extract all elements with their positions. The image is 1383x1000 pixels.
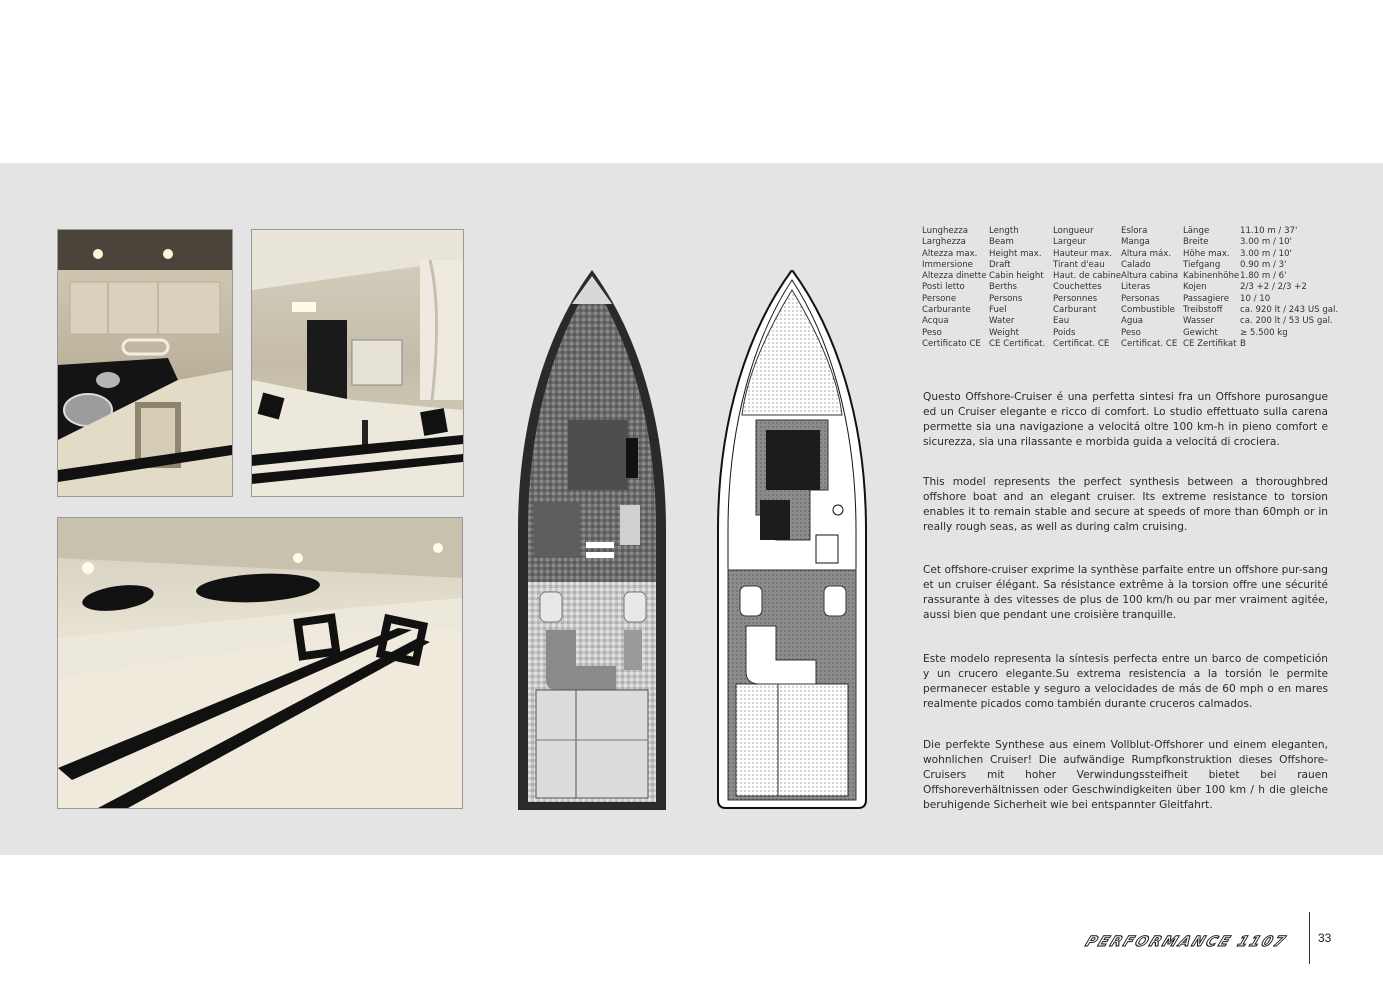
svg-text:PERFORMANCE 1107: PERFORMANCE 1107 xyxy=(1082,933,1285,950)
performance-1107-logo xyxy=(1082,930,1295,952)
spec-label: Eslora xyxy=(1121,226,1148,236)
spec-column-fr xyxy=(1053,226,1121,350)
spec-value: 3.00 m / 10' xyxy=(1240,237,1292,248)
spec-label: Eau xyxy=(1053,316,1070,327)
spec-label: Höhe max. xyxy=(1183,248,1230,259)
saloon-photo xyxy=(251,229,464,497)
spec-value: 0.90 m / 3' xyxy=(1240,259,1287,270)
spec-label: Cabin height xyxy=(989,271,1044,282)
page-number: 33 xyxy=(1318,931,1332,945)
spec-column-en xyxy=(989,226,1045,350)
spec-label: Tirant d'eau xyxy=(1053,259,1105,270)
spec-label: Immersione xyxy=(922,259,973,270)
spec-value: 2/3 +2 / 2/3 +2 xyxy=(1240,282,1307,293)
spec-label: Water xyxy=(989,316,1015,327)
spec-label: Peso xyxy=(922,327,942,338)
spec-label: Couchettes xyxy=(1053,282,1102,293)
spec-label: Poids xyxy=(1053,327,1076,338)
footer-divider xyxy=(1309,912,1310,964)
spec-label: Acqua xyxy=(922,316,949,327)
description-german: Die perfekte Synthese aus einem Vollblut-Offshorer und einem eleganten, wohnlichen Cruiser! Die aufwändige Rumpfkonstruktion dieses Offshore-Cruisers mit hoher Verwindungssteifheit bietet bei rauen Offshoreverhältnissen oder Geschwindigkeiten über 100 km / h die gleiche beruhigende Sicherheit wie bei entspannter Gleitfahrt. xyxy=(923,739,1328,811)
spec-label: Height max. xyxy=(989,248,1042,259)
spec-label: Carburant xyxy=(1053,305,1097,316)
spec-label: Certificat. CE xyxy=(1053,338,1110,349)
spec-value: 3.00 m / 10' xyxy=(1240,248,1292,259)
spec-label: Haut. de cabine xyxy=(1053,271,1122,282)
spec-label: Persone xyxy=(922,293,957,304)
galley-photo xyxy=(57,229,233,497)
spec-label: Altezza dinette xyxy=(922,271,987,282)
spec-value: ca. 920 lt / 243 US gal. xyxy=(1240,305,1339,316)
spec-label: Posti letto xyxy=(922,282,965,293)
spec-column-de xyxy=(1183,226,1239,350)
spec-label: Kabinenhöhe xyxy=(1183,271,1240,282)
deck-plan-line-drawing xyxy=(716,270,868,810)
spec-column-es xyxy=(1121,226,1178,350)
spec-label: Treibstoff xyxy=(1183,305,1223,316)
spec-label: Breite xyxy=(1183,237,1209,248)
spec-label: Weight xyxy=(989,327,1019,338)
spec-value: ≥ 5.500 kg xyxy=(1240,327,1288,338)
spec-label: Altura cabina xyxy=(1121,271,1179,282)
spec-label: Kojen xyxy=(1183,282,1207,293)
spec-label: Literas xyxy=(1121,282,1151,293)
deck-plan-shaded xyxy=(516,270,668,810)
spec-label: Larghezza xyxy=(922,237,966,248)
spec-label: Calado xyxy=(1121,259,1151,270)
forward-cabin-photo xyxy=(57,517,463,809)
spec-column-values xyxy=(1240,226,1338,350)
spec-label: Persons xyxy=(989,293,1023,304)
description-italian: Questo Offshore-Cruiser é una perfetta sintesi fra un Offshore purosangue ed un Cruiser elegante e ricco di comfort. Lo studio effettuato sulla carena permette sia una navigazione a velocitá oltre 100 km-h in pieno comfort e sicurezza, sia una rilassante e morbida guida a velocitá di crociera. xyxy=(923,391,1328,448)
spec-label: Altura máx. xyxy=(1121,248,1172,259)
spec-label: Combustible xyxy=(1121,305,1175,316)
spec-label: Personas xyxy=(1121,293,1160,304)
spec-label: Gewicht xyxy=(1183,327,1218,338)
spec-label: Berths xyxy=(989,282,1018,293)
spec-label: Hauteur max. xyxy=(1053,248,1112,259)
spec-label: Carburante xyxy=(922,305,971,316)
spec-value: ca. 200 lt / 53 US gal. xyxy=(1240,316,1333,327)
spec-label: Agua xyxy=(1121,316,1144,327)
spec-label: Longueur xyxy=(1053,226,1094,236)
spec-label: Certificato CE xyxy=(922,338,981,349)
spec-label: Certificat. CE xyxy=(1121,338,1178,349)
spec-label: Personnes xyxy=(1053,293,1098,304)
spec-label: Wasser xyxy=(1183,316,1214,327)
description-french: Cet offshore-cruiser exprime la synthèse parfaite entre un offshore pur-sang et un cruiser élégant. Sa résistance extrême à la torsion offre une sécurité rassurante à des vitesses de plus de 100 km/h ou par mer vraiment agitée, aussi bien que pendant une croisière tranquille. xyxy=(923,564,1328,621)
spec-value: B xyxy=(1240,338,1246,349)
spec-label: Beam xyxy=(989,237,1014,248)
spec-label: CE Zertifikat xyxy=(1183,338,1237,349)
spec-value: 11.10 m / 37' xyxy=(1240,226,1298,236)
spec-label: Manga xyxy=(1121,237,1150,248)
spec-label: Length xyxy=(989,226,1019,236)
spec-value: 1.80 m / 6' xyxy=(1240,271,1287,282)
spec-label: CE Certificat. xyxy=(989,338,1046,349)
spec-label: Altezza max. xyxy=(922,248,978,259)
spec-label: Draft xyxy=(989,259,1011,270)
spec-label: Fuel xyxy=(989,305,1007,316)
spec-value: 10 / 10 xyxy=(1240,293,1271,304)
spec-column-it xyxy=(922,226,987,350)
spec-label: Largeur xyxy=(1053,237,1087,248)
description-english: This model represents the perfect synthesis between a thoroughbred offshore boat and an elegant cruiser. Its extreme resistance to torsion enables it to remain stable and secure at speeds of more than 60mph or in really rough seas, as well as during calm cruising. xyxy=(923,476,1328,533)
description-spanish: Este modelo representa la síntesis perfecta entre un barco de competición y un crucero elegante.Su extrema resistencia a la torsión le permite permanecer estable y seguro a velocidades de más de 60 mph o en mares realmente picados como también durante cruceros calmados. xyxy=(923,653,1328,710)
spec-label: Länge xyxy=(1183,226,1210,236)
spec-label: Lunghezza xyxy=(922,226,969,236)
spec-label: Passagiere xyxy=(1183,293,1230,304)
spec-label: Tiefgang xyxy=(1183,259,1221,270)
spec-label: Peso xyxy=(1121,327,1141,338)
